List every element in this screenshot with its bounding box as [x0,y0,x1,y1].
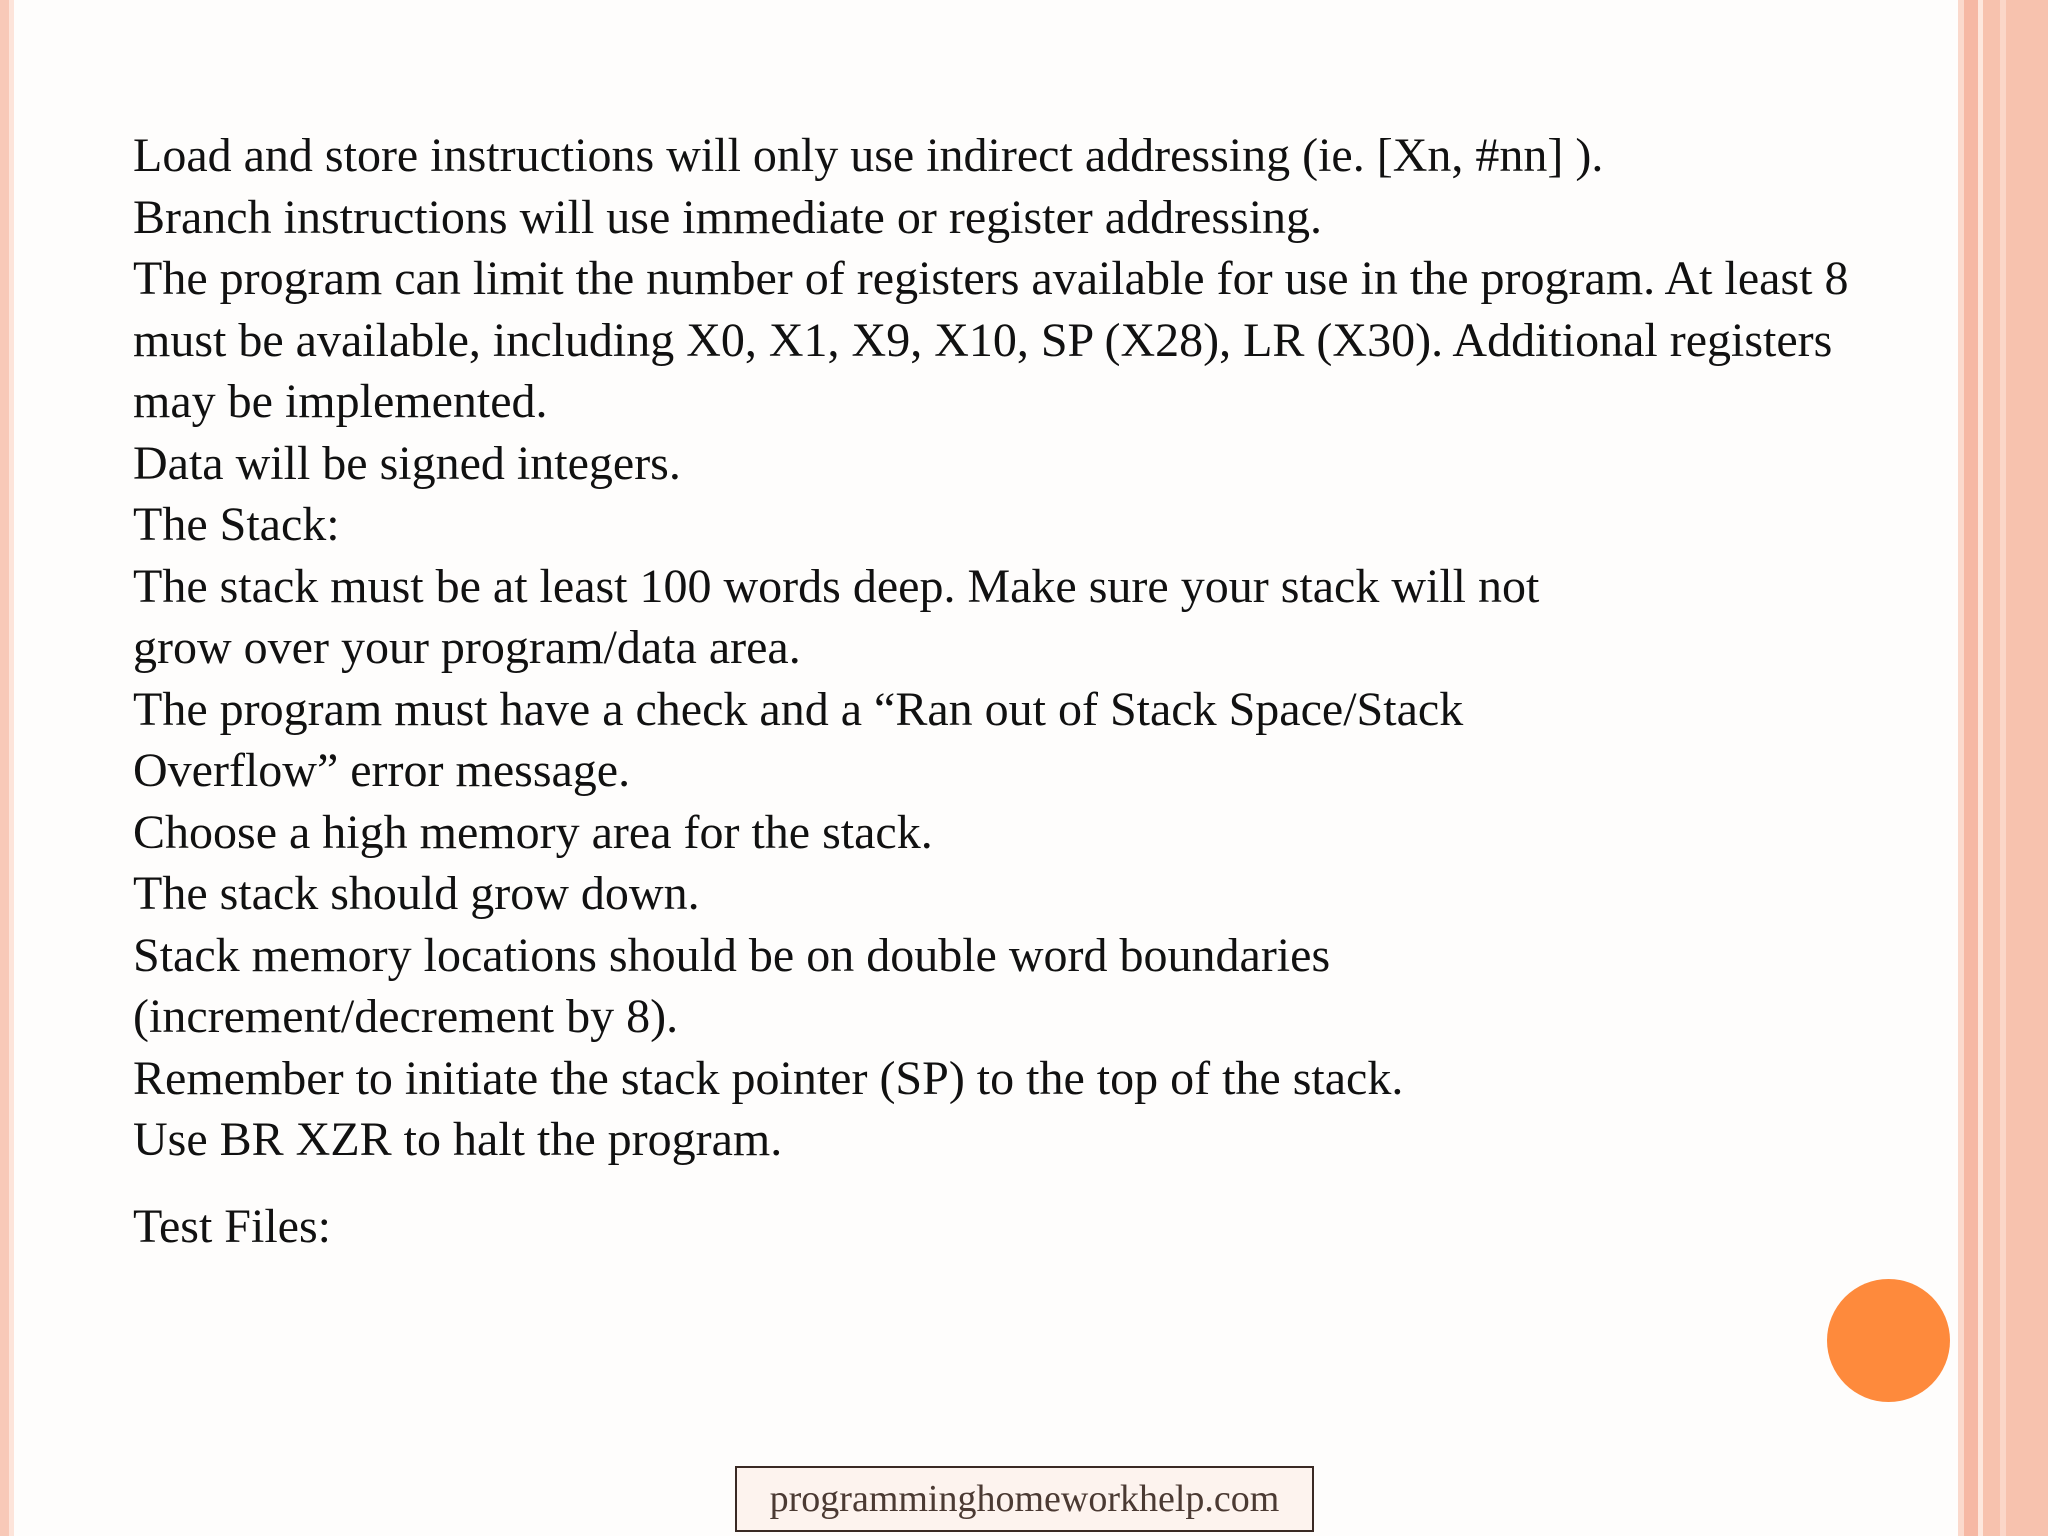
text-line: may be implemented. [133,375,548,428]
text-line: Load and store instructions will only use indirect addressing (ie. [Xn, #nn] ). [133,129,1604,182]
website-watermark: programminghomeworkhelp.com [735,1466,1314,1532]
text-line: (increment/decrement by 8). [133,990,679,1043]
right-border-line [2000,0,2006,1536]
slide-body-text [133,125,1963,1171]
left-border-stripe-inner [9,0,14,1536]
text-line: Stack memory locations should be on double word boundaries [133,928,1331,982]
text-line: Use BR XZR to halt the program. [133,1113,783,1166]
text-line: must be available, including X0, X1, X9, X10, SP (X28), LR (X30). Additional registers [133,313,1833,367]
text-line: Choose a high memory area for the stack. [133,805,933,859]
test-files-heading: Test Files: [133,1200,331,1253]
text-line: Data will be signed integers. [133,436,681,490]
text-line: The stack must be at least 100 words deep. Make sure your stack will not [133,559,1540,613]
right-border-band [1983,0,2048,1536]
text-line: The stack should grow down. [133,867,700,920]
text-line: grow over your program/data area. [133,621,801,674]
left-border-stripe [0,0,9,1536]
text-line: The Stack: [133,498,340,551]
text-line: The program must have a check and a “Ran out of Stack Space/Stack [133,682,1464,736]
right-border-stripe [1964,0,1978,1536]
text-line: The program can limit the number of registers available for use in the program. At least 8 [133,252,1849,305]
orange-circle-decoration [1827,1279,1950,1402]
text-line: Remember to initiate the stack pointer (SP) to the top of the stack. [133,1051,1404,1105]
text-line: Branch instructions will use immediate or register addressing. [133,190,1323,244]
text-line: Overflow” error message. [133,744,631,797]
